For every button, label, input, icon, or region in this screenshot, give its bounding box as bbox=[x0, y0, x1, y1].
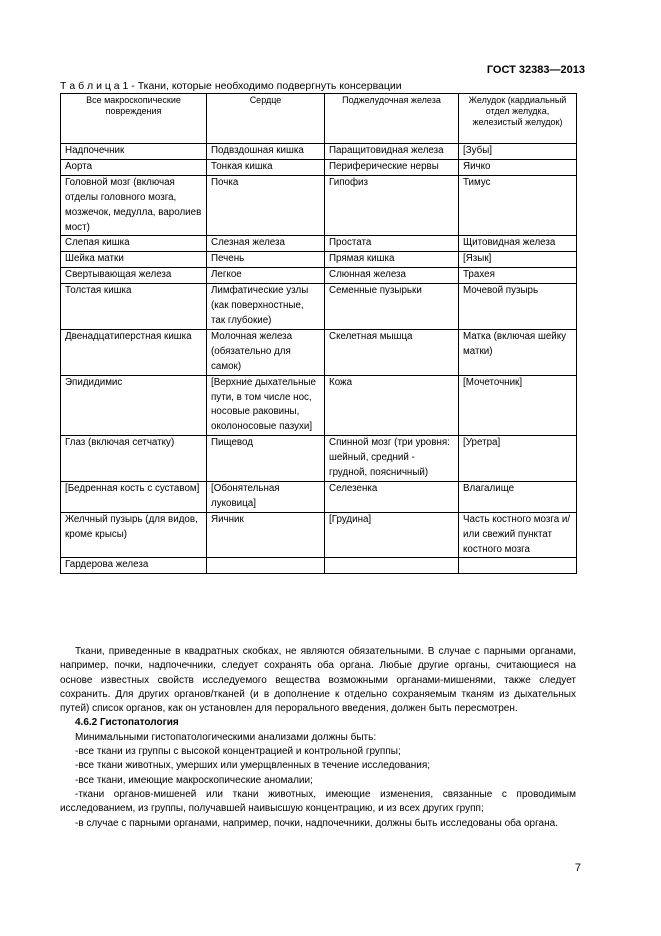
table-row bbox=[61, 144, 577, 160]
table-cell: Аорта bbox=[61, 159, 207, 175]
table-body bbox=[61, 144, 577, 574]
table-cell: Периферические нервы bbox=[325, 159, 459, 175]
table-cell: [Язык] bbox=[459, 252, 577, 268]
list-item: -все ткани, имеющие макроскопические аномалии; bbox=[75, 774, 313, 786]
table-cell: Прямая кишка bbox=[325, 252, 459, 268]
list-item: -в случае с парными органами, например, почки, надпочечники, должны быть исследованы оба органа. bbox=[75, 817, 558, 829]
table-cell: Легкое bbox=[207, 268, 325, 284]
table-cell: Трахея bbox=[459, 268, 577, 284]
table-cell: Молочная железа (обязательно для самок) bbox=[207, 329, 325, 375]
table-cell: Гипофиз bbox=[325, 175, 459, 236]
table-cell: Гардерова железа bbox=[61, 558, 207, 574]
table-row bbox=[61, 481, 577, 512]
table-cell: Двенадцатиперстная кишка bbox=[61, 329, 207, 375]
body-text bbox=[60, 645, 576, 831]
table-row bbox=[61, 558, 577, 574]
table-cell: Тимус bbox=[459, 175, 577, 236]
table-cell: Матка (включая шейку матки) bbox=[459, 329, 577, 375]
table-cell: Подвздошная кишка bbox=[207, 144, 325, 160]
section-heading: 4.6.2 Гистопатология bbox=[75, 717, 179, 729]
table-caption: Т а б л и ц а 1 - Ткани, которые необходимо подвергнуть консервации bbox=[60, 80, 402, 92]
table-row bbox=[61, 375, 577, 436]
table-cell: Слепая кишка bbox=[61, 236, 207, 252]
table-cell: Слезная железа bbox=[207, 236, 325, 252]
table-cell: [Мочеточник] bbox=[459, 375, 577, 436]
table-cell bbox=[207, 558, 325, 574]
table-cell: Мочевой пузырь bbox=[459, 284, 577, 330]
table-cell: [Грудина] bbox=[325, 512, 459, 558]
table-cell: Яичник bbox=[207, 512, 325, 558]
table-cell: Лимфатические узлы (как поверхностные, так глубокие) bbox=[207, 284, 325, 330]
note-paragraph: Ткани, приведенные в квадратных скобках, не являются обязательными. В случае с парными органами, например, почки, надпочечники, следует сохранять оба органа. Любые другие органы, считающиеся на основе известных свойств исследуемого вещества возможными органами-мишенями, также следует сохранить. Для других органов/тканей (и в дополнение к отдельно сохраняемым тканям из дыхательных путей) список органов, как он установлен для перорального введения, должен быть пересмотрен. bbox=[60, 646, 576, 715]
column-header: Все макроскопические повреждения bbox=[61, 94, 207, 144]
table-row bbox=[61, 252, 577, 268]
table-cell: Тонкая кишка bbox=[207, 159, 325, 175]
list-item: -все ткани животных, умерших или умерщвленных в течение исследования; bbox=[75, 760, 431, 772]
table-row bbox=[61, 284, 577, 330]
table-row bbox=[61, 159, 577, 175]
table-cell: Селезенка bbox=[325, 481, 459, 512]
table-cell: Кожа bbox=[325, 375, 459, 436]
table-cell: Желчный пузырь (для видов, кроме крысы) bbox=[61, 512, 207, 558]
table-cell: Надпочечник bbox=[61, 144, 207, 160]
table-row bbox=[61, 512, 577, 558]
table-cell: Паращитовидная железа bbox=[325, 144, 459, 160]
table-cell: Спинной мозг (три уровня: шейный, средний - грудной, поясничный) bbox=[325, 436, 459, 482]
table-cell bbox=[325, 558, 459, 574]
table-cell: [Обонятельная луковица] bbox=[207, 481, 325, 512]
table-cell: [Верхние дыхательные пути, в том числе нос, носовые раковины, околоносовые пазухи] bbox=[207, 375, 325, 436]
intro-line: Минимальными гистопатологическими анализами должны быть: bbox=[75, 731, 377, 743]
table-cell: Печень bbox=[207, 252, 325, 268]
table-cell: Шейка матки bbox=[61, 252, 207, 268]
column-header: Желудок (кардиальный отдел желудка, железистый желудок) bbox=[459, 94, 577, 144]
table-cell: Почка bbox=[207, 175, 325, 236]
tissue-table-container bbox=[60, 93, 576, 574]
table-cell: Глаз (включая сетчатку) bbox=[61, 436, 207, 482]
table-cell: Часть костного мозга и/или свежий пунктат костного мозга bbox=[459, 512, 577, 558]
table-row bbox=[61, 175, 577, 236]
table-row bbox=[61, 236, 577, 252]
document-code: ГОСТ 32383—2013 bbox=[486, 64, 585, 76]
table-row bbox=[61, 436, 577, 482]
page-number: 7 bbox=[574, 862, 581, 874]
table-cell: Свертывающая железа bbox=[61, 268, 207, 284]
list-item: -все ткани из группы с высокой концентрацией и контрольной группы; bbox=[75, 746, 401, 758]
table-cell: Эпидидимис bbox=[61, 375, 207, 436]
table-row bbox=[61, 329, 577, 375]
table-cell: Яичко bbox=[459, 159, 577, 175]
table-cell: Семенные пузырьки bbox=[325, 284, 459, 330]
table-cell: [Зубы] bbox=[459, 144, 577, 160]
table-cell: Щитовидная железа bbox=[459, 236, 577, 252]
tissue-table bbox=[60, 93, 577, 574]
table-cell: Влагалище bbox=[459, 481, 577, 512]
table-header-row bbox=[61, 94, 577, 144]
table-cell: Слюнная железа bbox=[325, 268, 459, 284]
table-row bbox=[61, 268, 577, 284]
table-cell bbox=[459, 558, 577, 574]
column-header: Сердце bbox=[207, 94, 325, 144]
table-cell: Головной мозг (включая отделы головного мозга, мозжечок, медулла, варолиев мост) bbox=[61, 175, 207, 236]
table-cell: [Бедренная кость с суставом] bbox=[61, 481, 207, 512]
list-item: -ткани органов-мишеней или ткани животных, имеющие изменения, связанные с проводимым исследованием, из группы, получавшей наивысшую концентрацию, и из всех других групп; bbox=[60, 788, 576, 815]
table-cell: Простата bbox=[325, 236, 459, 252]
table-cell: Толстая кишка bbox=[61, 284, 207, 330]
table-cell: Пищевод bbox=[207, 436, 325, 482]
table-cell: Скелетная мышца bbox=[325, 329, 459, 375]
column-header: Поджелудочная железа bbox=[325, 94, 459, 144]
table-cell: [Уретра] bbox=[459, 436, 577, 482]
